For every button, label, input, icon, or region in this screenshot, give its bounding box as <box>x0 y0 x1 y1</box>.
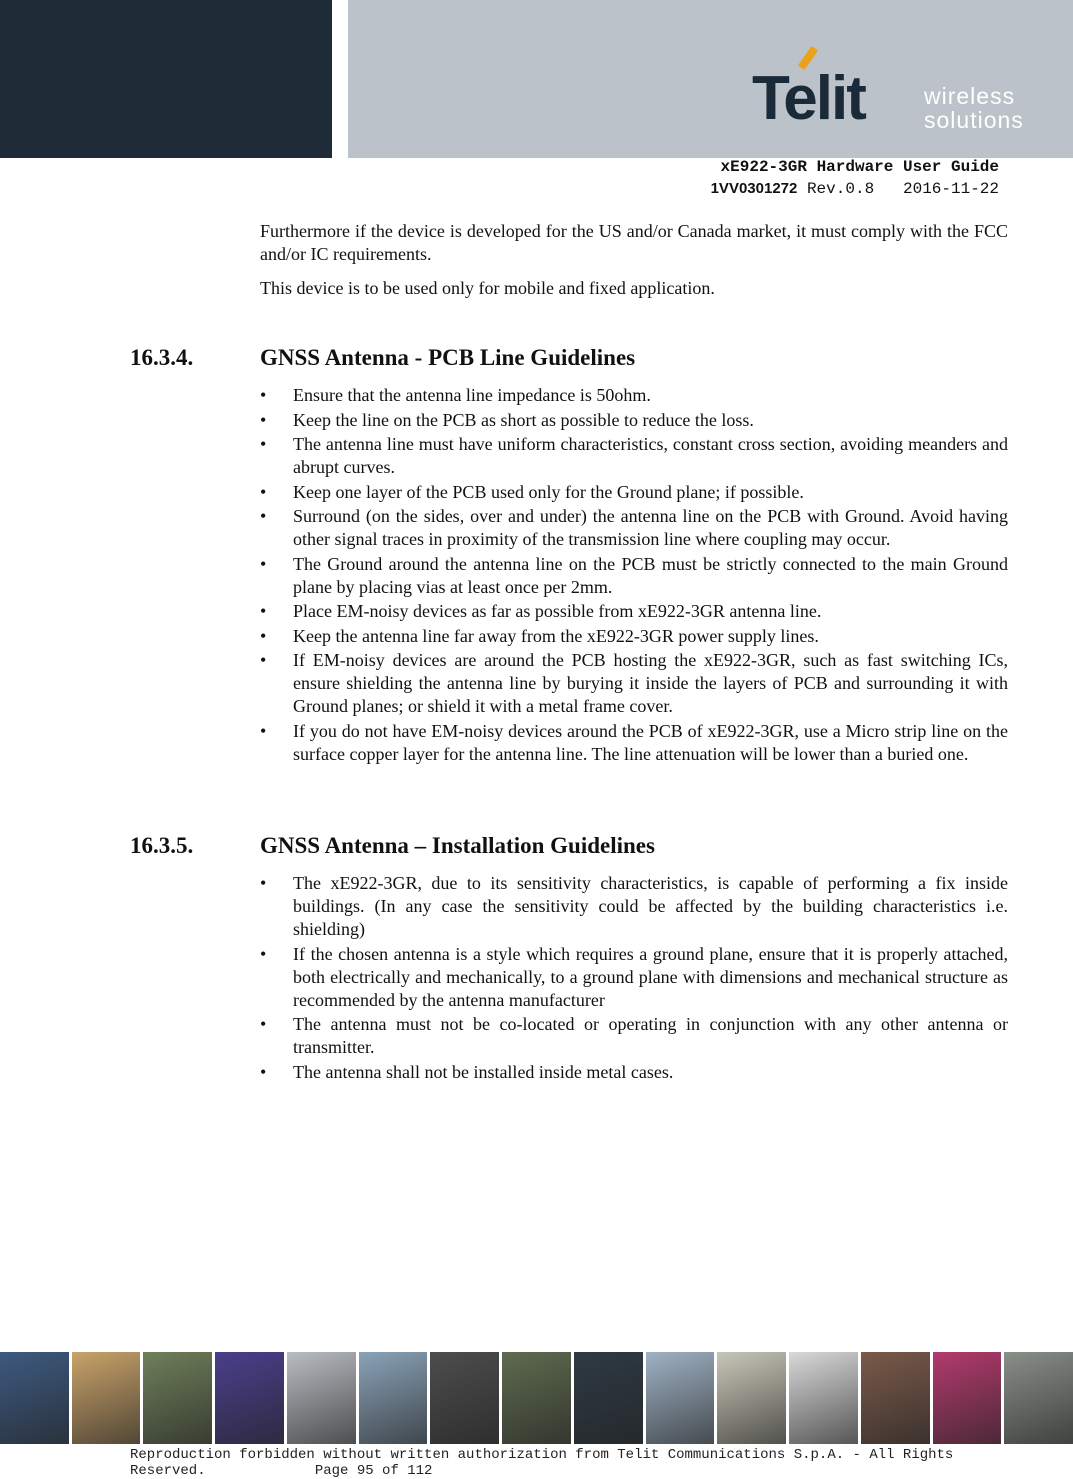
section-title: GNSS Antenna - PCB Line Guidelines <box>260 345 636 370</box>
list-item: • Keep the antenna line far away from the xE922-3GR power supply lines. <box>260 625 1008 648</box>
list-item: • Ensure that the antenna line impedance is 50ohm. <box>260 384 1008 407</box>
footer-photo-tile <box>0 1352 69 1444</box>
footer-photo-tile <box>861 1352 930 1444</box>
list-item: • The antenna line must have uniform characteristics, constant cross section, avoiding meanders and abrupt curves. <box>260 433 1008 479</box>
document-revision: Rev.0.8 <box>806 180 875 198</box>
document-title: xE922-3GR Hardware User Guide <box>720 158 999 176</box>
list-item: • Keep the line on the PCB as short as possible to reduce the loss. <box>260 409 1008 432</box>
footer-photo-tile <box>143 1352 212 1444</box>
footer-photo-tile <box>789 1352 858 1444</box>
list-item: • If you do not have EM-noisy devices around the PCB of xE922-3GR, use a Micro strip line on the surface copper layer for the antenna line. The line attenuation will be lower than a buried one. <box>260 720 1008 766</box>
section-number: 16.3.5. <box>130 833 194 858</box>
list-item: • The Ground around the antenna line on the PCB must be strictly connected to the main Ground plane by placing vias at least once per 2mm. <box>260 553 1008 599</box>
footer-photo-tile <box>1004 1352 1073 1444</box>
intro-paragraph-2: This device is to be used only for mobile and fixed application. <box>260 278 715 298</box>
footer-photo-tile <box>215 1352 284 1444</box>
footer-photo-tile <box>430 1352 499 1444</box>
footer-photo-tile <box>72 1352 141 1444</box>
footer-photo-strip <box>0 1352 1073 1444</box>
document-meta <box>711 157 999 200</box>
list-item: • Keep one layer of the PCB used only for the Ground plane; if possible. <box>260 481 1008 504</box>
section-title: GNSS Antenna – Installation Guidelines <box>260 833 655 858</box>
footer-reserved: Reserved. <box>130 1463 206 1479</box>
footer-reproduction-notice: Reproduction forbidden without written authorization from Telit Communications S.p.A. - All Rights <box>130 1447 954 1463</box>
footer-photo-tile <box>717 1352 786 1444</box>
installation-guidelines-list <box>260 872 1008 1085</box>
list-item: • If the chosen antenna is a style which requires a ground plane, ensure that it is properly attached, both electrically and mechanically, to a ground plane with dimensions and mechanical structure as recommended by the antenna manufacturer <box>260 943 1008 1012</box>
list-item: • Surround (on the sides, over and under) the antenna line on the PCB with Ground. Avoid having other signal traces in proximity of the transmission line where coupling may occur. <box>260 505 1008 551</box>
page-number: Page 95 of 112 <box>314 1463 433 1479</box>
intro-paragraph-1: Furthermore if the device is developed for the US and/or Canada market, it must comply with the FCC and/or IC requirements. <box>260 221 1008 264</box>
document-revision-line <box>711 178 999 200</box>
logo-tagline <box>924 84 1024 132</box>
footer-photo-tile <box>359 1352 428 1444</box>
list-item: • If EM-noisy devices are around the PCB hosting the xE922-3GR, such as fast switching ICs, ensure shielding the antenna line by burying it inside the layers of PCB and surrounding it with Ground planes; or shield it with a metal frame cover. <box>260 649 1008 718</box>
list-item: • The antenna shall not be installed inside metal cases. <box>260 1061 1008 1084</box>
footer-photo-tile <box>574 1352 643 1444</box>
footer-photo-tile <box>287 1352 356 1444</box>
document-code: 1VV0301272 <box>710 180 798 197</box>
list-item: • The xE922-3GR, due to its sensitivity characteristics, is capable of performing a fix inside buildings. (In any case the sensitivity could be affected by the building characteristics i.e. shielding) <box>260 872 1008 941</box>
footer-photo-tile <box>646 1352 715 1444</box>
footer-photo-tile <box>502 1352 571 1444</box>
list-item: • Place EM-noisy devices as far as possible from xE922-3GR antenna line. <box>260 600 1008 623</box>
logo-tagline-line2: solutions <box>924 107 1024 133</box>
header-dark-panel <box>0 0 332 158</box>
document-date: 2016-11-22 <box>902 180 999 198</box>
section-number: 16.3.4. <box>130 345 194 370</box>
list-item: • The antenna must not be co-located or operating in conjunction with any other antenna or transmitter. <box>260 1013 1008 1059</box>
footer-copyright <box>130 1447 1010 1479</box>
telit-logo <box>752 44 1052 134</box>
logo-tagline-line1: wireless <box>924 83 1016 109</box>
pcb-guidelines-list <box>260 384 1008 767</box>
footer-photo-tile <box>933 1352 1002 1444</box>
logo-wordmark: Telit <box>752 64 865 133</box>
